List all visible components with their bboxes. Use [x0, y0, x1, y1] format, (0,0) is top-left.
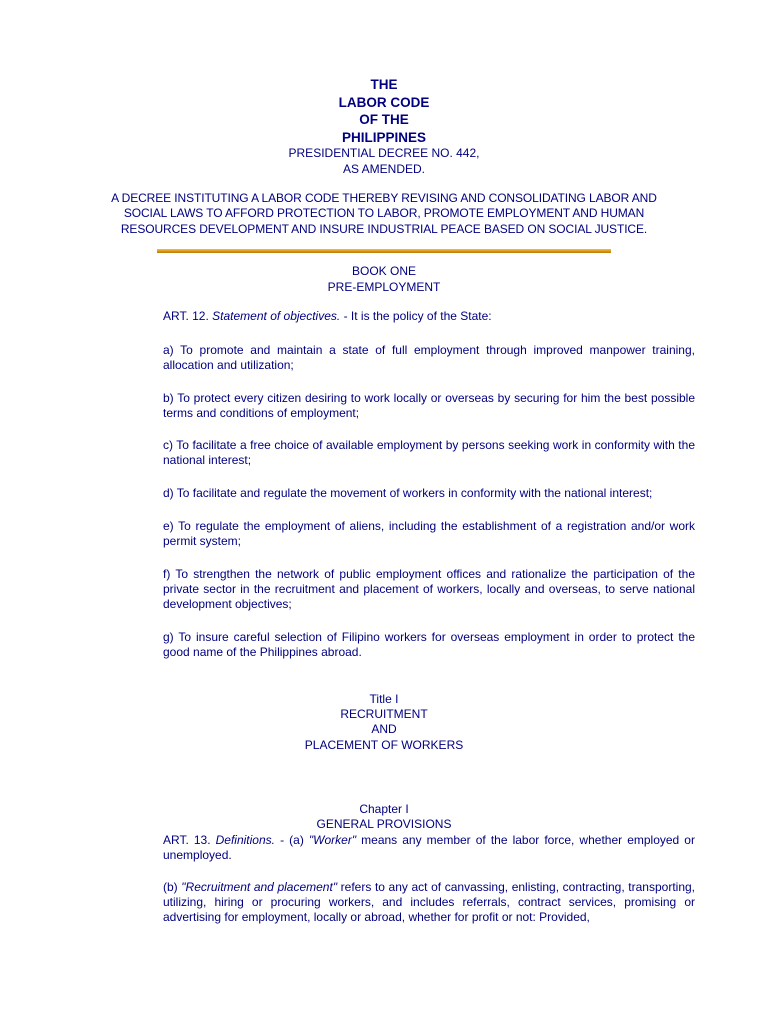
art12-item-f: f) To strengthen the network of public employment offices and rationalize the participation of the private sector in the recruitment and placement of workers, locally and overseas, to serve national development objectives; [163, 567, 695, 611]
book-line-2: PRE-EMPLOYMENT [327, 279, 441, 294]
subtitle-line-1: PRESIDENTIAL DECREE NO. 442, [288, 146, 480, 160]
art13-label: ART. 13. [163, 833, 211, 847]
title-one-heading [0, 692, 768, 753]
book-heading [0, 264, 768, 295]
document-subtitle [0, 146, 768, 177]
art12-item-g: g) To insure careful selection of Filipino workers for overseas employment in order to protect the good name of the Philippines abroad. [163, 630, 695, 659]
art13-b-prefix: (b) [163, 880, 182, 894]
chapter-line-1: Chapter I [359, 802, 409, 816]
art13-definition-b [163, 880, 695, 924]
decree-line-1: A DECREE INSTITUTING A LABOR CODE THEREBY REVISING AND CONSOLIDATING LABOR AND [111, 191, 657, 205]
art12-intro-text: - It is the policy of the State: [340, 309, 492, 323]
art12-item-b: b) To protect every citizen desiring to work locally or overseas by securing for him the best possible terms and conditions of employment; [163, 391, 695, 420]
art12-item-c: c) To facilitate a free choice of available employment by persons seeking work in conformity with the national interest; [163, 438, 695, 467]
title-line-1: THE [370, 77, 398, 92]
art13-a-prefix: - (a) [275, 833, 309, 847]
art13-a-text: means any member of the labor force, whether employed or unemployed. [163, 833, 695, 862]
chapter-line-2: GENERAL PROVISIONS [316, 817, 452, 832]
chapter-one-heading [0, 802, 768, 832]
title-one-line-2: RECRUITMENT [340, 707, 428, 722]
art12-item-e: e) To regulate the employment of aliens, including the establishment of a registration and/or work permit system; [163, 519, 695, 548]
art12-item-d: d) To facilitate and regulate the movement of workers in conformity with the national interest; [163, 486, 653, 500]
art12-intro [163, 309, 695, 324]
art13-b-text: refers to any act of canvassing, enlisting, contracting, transporting, utilizing, hiring or procuring workers, and includes referrals, contract services, promising or advertising for employment, locally or abroad, whether for profit or not: Provided, [163, 880, 695, 924]
decree-line-2: SOCIAL LAWS TO AFFORD PROTECTION TO LABOR, PROMOTE EMPLOYMENT AND HUMAN [123, 206, 645, 221]
decree-line-3: RESOURCES DEVELOPMENT AND INSURE INDUSTRIAL PEACE BASED ON SOCIAL JUSTICE. [120, 221, 648, 236]
art13-a-term: "Worker" [308, 833, 357, 847]
document-title [0, 76, 768, 146]
book-line-1: BOOK ONE [351, 264, 416, 278]
art13-b-term: "Recruitment and placement" [181, 880, 338, 894]
art12-label: ART. 12. [163, 309, 209, 323]
title-line-2: LABOR CODE [338, 94, 430, 110]
title-one-line-4: PLACEMENT OF WORKERS [304, 737, 464, 752]
title-line-3: OF THE [359, 112, 409, 127]
title-line-4: PHILIPPINES [341, 129, 427, 145]
art13-definition-a [163, 833, 695, 863]
decree-description [80, 191, 688, 237]
title-one-line-1: Title I [369, 692, 399, 706]
art12-heading: Statement of objectives. [212, 309, 341, 323]
subtitle-line-2: AS AMENDED. [342, 161, 426, 176]
gold-divider [157, 249, 611, 253]
art12-item-a: a) To promote and maintain a state of full employment through improved manpower training, allocation and utilization; [163, 343, 695, 372]
title-one-line-3: AND [371, 722, 397, 737]
art13-heading: Definitions. [215, 833, 275, 847]
